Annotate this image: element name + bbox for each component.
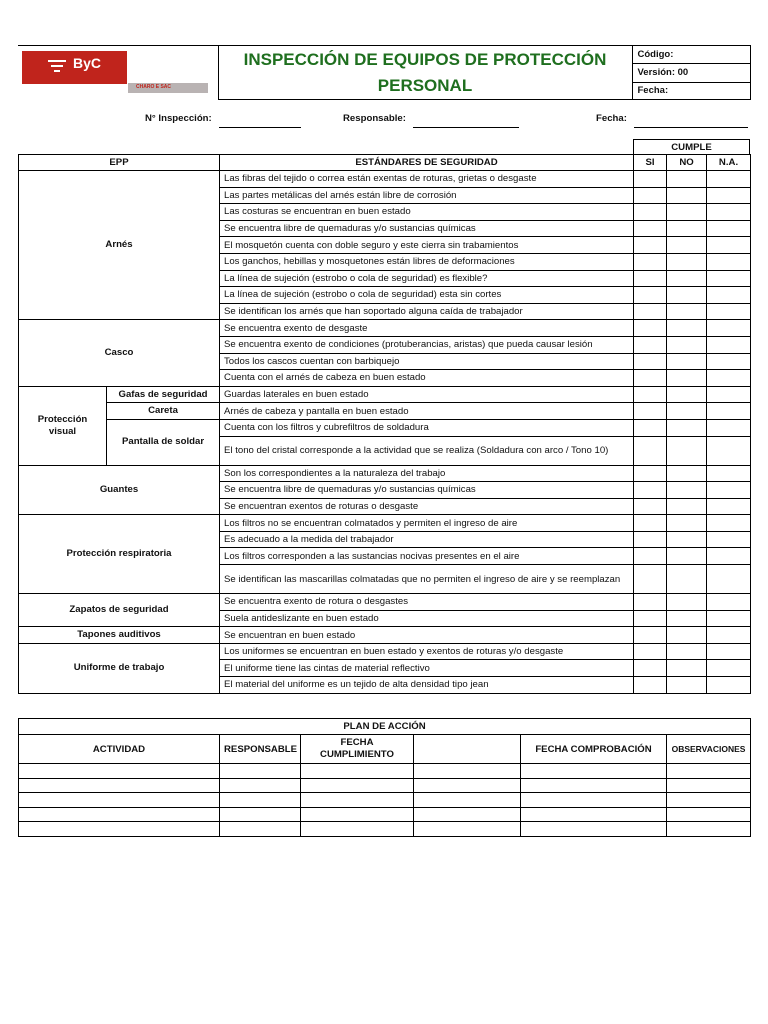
table-row [19,386,751,403]
check-si[interactable] [634,482,667,499]
epp-guantes: Guantes [19,465,220,515]
plan-cell[interactable] [414,778,521,793]
plan-cell[interactable] [19,807,220,822]
company-logo [18,46,218,99]
epp-arnes: Arnés [19,171,220,320]
version-field: Versión: 00 [632,64,750,82]
standard-text: Las fibras del tejido o correa están exentas de roturas, grietas o desgaste [220,171,634,188]
epp-proteccion-visual: Protección visual [19,386,107,465]
check-na[interactable] [707,531,751,548]
table-row [19,320,751,337]
check-na[interactable] [707,270,751,287]
table-row [19,419,751,436]
check-no[interactable] [667,386,707,403]
plan-row [19,778,751,793]
standard-text: La línea de sujeción (estrobo o cola de seguridad) es flexible? [220,270,634,287]
codigo-field[interactable]: Código: [632,46,750,64]
table-row [19,594,751,611]
check-si[interactable] [634,677,667,694]
plan-cell[interactable] [220,822,301,837]
check-no[interactable] [667,253,707,270]
check-na[interactable] [707,320,751,337]
check-no[interactable] [667,353,707,370]
col-fecha-cumplimiento: FECHA CUMPLIMIENTO [301,735,414,764]
cumple-header [633,139,750,155]
epp-casco: Casco [19,320,220,386]
check-na[interactable] [707,204,751,221]
check-si[interactable] [634,187,667,204]
inspeccion-label: N° Inspección: [145,113,212,124]
col-responsable: RESPONSABLE [220,735,301,764]
standard-text: Cuenta con el arnés de cabeza en buen estado [220,370,634,387]
epp-gafas: Gafas de seguridad [107,386,220,403]
logo-mark-icon [48,60,66,74]
plan-cell[interactable] [220,778,301,793]
standard-text: Los uniformes se encuentran en buen estado y exentos de roturas y/o desgaste [220,643,634,660]
check-no[interactable] [667,187,707,204]
check-si[interactable] [634,386,667,403]
check-si[interactable] [634,465,667,482]
check-no[interactable] [667,320,707,337]
col-si: SI [634,155,667,171]
epp-tapones: Tapones auditivos [19,627,220,644]
check-no[interactable] [667,171,707,188]
check-si[interactable] [634,287,667,304]
col-no: NO [667,155,707,171]
check-no[interactable] [667,594,707,611]
standard-text: Los ganchos, hebillas y mosquetones están libres de deformaciones [220,253,634,270]
check-si[interactable] [634,237,667,254]
table-row [19,403,751,420]
check-no[interactable] [667,370,707,387]
standard-text: El mosquetón cuenta con doble seguro y este cierra sin trabamientos [220,237,634,254]
check-si[interactable] [634,515,667,532]
check-si[interactable] [634,594,667,611]
plan-cell[interactable] [414,807,521,822]
check-si[interactable] [634,336,667,353]
plan-row [19,807,751,822]
standard-text: Las partes metálicas del arnés están libre de corrosión [220,187,634,204]
check-no[interactable] [667,660,707,677]
logo-cell [18,46,218,100]
check-na[interactable] [707,660,751,677]
check-na[interactable] [707,237,751,254]
col-fecha-comprobacion: FECHA COMPROBACIÓN [521,735,667,764]
table-row [19,515,751,532]
plan-cell[interactable] [667,778,751,793]
check-no[interactable] [667,403,707,420]
plan-cell[interactable] [220,793,301,808]
check-na[interactable] [707,220,751,237]
check-na[interactable] [707,287,751,304]
check-no[interactable] [667,565,707,594]
plan-cell[interactable] [301,807,414,822]
check-si[interactable] [634,220,667,237]
standard-text: Se encuentran en buen estado [220,627,634,644]
check-no[interactable] [667,303,707,320]
plan-cell[interactable] [220,807,301,822]
plan-cell[interactable] [667,822,751,837]
check-na[interactable] [707,171,751,188]
plan-title: PLAN DE ACCIÓN [19,719,751,735]
check-si[interactable] [634,531,667,548]
plan-cell[interactable] [521,764,667,779]
standard-text: Se encuentra libre de quemaduras y/o sustancias químicas [220,482,634,499]
plan-cell[interactable] [521,807,667,822]
check-na[interactable] [707,594,751,611]
col-epp: EPP [19,155,220,171]
check-na[interactable] [707,187,751,204]
standard-text: Son los correspondientes a la naturaleza del trabajo [220,465,634,482]
check-na[interactable] [707,627,751,644]
col-actividad: ACTIVIDAD [19,735,220,764]
plan-cell[interactable] [19,793,220,808]
standard-text: Se encuentran exentos de roturas o desgaste [220,498,634,515]
standard-text: Se encuentra exento de desgaste [220,320,634,337]
standard-text: El tono del cristal corresponde a la actividad que se realiza (Soldadura con arco / Tono 10) [220,436,634,465]
plan-cell[interactable] [414,764,521,779]
check-na[interactable] [707,419,751,436]
standard-text: Se encuentra exento de rotura o desgastes [220,594,634,611]
plan-cell[interactable] [667,793,751,808]
check-no[interactable] [667,237,707,254]
check-na[interactable] [707,565,751,594]
check-na[interactable] [707,386,751,403]
logo-subtext: CHARO E SAC [136,84,172,91]
checklist-header-row [19,155,751,171]
epp-proteccion-respiratoria: Protección respiratoria [19,515,220,594]
standard-text: El uniforme tiene las cintas de material reflectivo [220,660,634,677]
check-na[interactable] [707,403,751,420]
check-no[interactable] [667,436,707,465]
standard-text: Todos los cascos cuentan con barbiquejo [220,353,634,370]
table-row [19,465,751,482]
fecha-label: Fecha: [596,113,627,124]
check-si[interactable] [634,370,667,387]
check-si[interactable] [634,610,667,627]
plan-cell[interactable] [414,793,521,808]
table-row [19,643,751,660]
plan-cell[interactable] [220,764,301,779]
check-na[interactable] [707,353,751,370]
check-no[interactable] [667,643,707,660]
plan-cell[interactable] [414,822,521,837]
epp-zapatos: Zapatos de seguridad [19,594,220,627]
logo-text: ByC [73,55,102,72]
check-si[interactable] [634,643,667,660]
check-si[interactable] [634,627,667,644]
document-header [18,45,751,100]
check-no[interactable] [667,204,707,221]
check-na[interactable] [707,610,751,627]
check-no[interactable] [667,627,707,644]
check-si[interactable] [634,498,667,515]
epp-pantalla-soldar: Pantalla de soldar [107,419,220,465]
standard-text: Las costuras se encuentran en buen estado [220,204,634,221]
check-si[interactable] [634,253,667,270]
check-si[interactable] [634,403,667,420]
check-na[interactable] [707,515,751,532]
check-no[interactable] [667,419,707,436]
standard-text: Es adecuado a la medida del trabajador [220,531,634,548]
check-no[interactable] [667,482,707,499]
check-si[interactable] [634,436,667,465]
check-no[interactable] [667,270,707,287]
plan-row [19,764,751,779]
check-no[interactable] [667,531,707,548]
check-si[interactable] [634,353,667,370]
standard-text: Los filtros corresponden a las sustancias nocivas presentes en el aire [220,548,634,565]
standard-text: Cuenta con los filtros y cubrefiltros de soldadura [220,419,634,436]
plan-cell[interactable] [667,807,751,822]
check-na[interactable] [707,436,751,465]
check-si[interactable] [634,419,667,436]
check-si[interactable] [634,204,667,221]
fecha-field[interactable]: Fecha: [632,82,750,99]
fecha-input[interactable] [634,126,748,128]
plan-cell[interactable] [19,822,220,837]
standard-text: El material del uniforme es un tejido de alta densidad tipo jean [220,677,634,694]
check-no[interactable] [667,498,707,515]
check-na[interactable] [707,253,751,270]
col-estandares: ESTÁNDARES DE SEGURIDAD [220,155,634,171]
standard-text: Se identifican las mascarillas colmatadas que no permiten el ingreso de aire y se reemplazan [220,565,634,594]
plan-row [19,822,751,837]
check-si[interactable] [634,320,667,337]
standard-text: Suela antideslizante en buen estado [220,610,634,627]
col-empty [414,735,521,764]
table-row [19,171,751,188]
standard-text: Los filtros no se encuentran colmatados y permiten el ingreso de aire [220,515,634,532]
check-na[interactable] [707,482,751,499]
epp-uniforme: Uniforme de trabajo [19,643,220,693]
check-na[interactable] [707,498,751,515]
plan-cell[interactable] [301,793,414,808]
check-si[interactable] [634,171,667,188]
check-si[interactable] [634,565,667,594]
check-na[interactable] [707,303,751,320]
table-row [19,627,751,644]
check-no[interactable] [667,220,707,237]
responsable-input[interactable] [413,126,519,128]
check-no[interactable] [667,548,707,565]
plan-cell[interactable] [19,764,220,779]
plan-cell[interactable] [301,764,414,779]
standard-text: Se identifican los arnés que han soportado alguna caída de trabajador [220,303,634,320]
plan-cell[interactable] [301,822,414,837]
check-no[interactable] [667,465,707,482]
standard-text: Guardas laterales en buen estado [220,386,634,403]
document-title: INSPECCIÓN DE EQUIPOS DE PROTECCIÓN PERSONAL [218,46,632,100]
check-no[interactable] [667,336,707,353]
check-si[interactable] [634,548,667,565]
check-na[interactable] [707,643,751,660]
plan-cell[interactable] [521,822,667,837]
check-na[interactable] [707,677,751,694]
cumple-label: CUMPLE [634,140,750,155]
standard-text: Se encuentra libre de quemaduras y/o sustancias químicas [220,220,634,237]
epp-careta: Careta [107,403,220,420]
inspeccion-input[interactable] [219,126,301,128]
check-no[interactable] [667,677,707,694]
plan-cell[interactable] [19,778,220,793]
plan-cell[interactable] [521,793,667,808]
standard-text: La línea de sujeción (estrobo o cola de seguridad) esta sin cortes [220,287,634,304]
check-no[interactable] [667,515,707,532]
plan-accion-table [18,718,751,837]
check-si[interactable] [634,270,667,287]
check-na[interactable] [707,465,751,482]
checklist-table [18,154,751,694]
check-si[interactable] [634,660,667,677]
plan-cell[interactable] [301,778,414,793]
standard-text: Se encuentra exento de condiciones (protuberancias, aristas) que pueda causar lesión [220,336,634,353]
col-observaciones: OBSERVACIONES [667,735,751,764]
plan-cell[interactable] [667,764,751,779]
check-na[interactable] [707,548,751,565]
standard-text: Arnés de cabeza y pantalla en buen estado [220,403,634,420]
check-na[interactable] [707,336,751,353]
plan-cell[interactable] [521,778,667,793]
plan-row [19,793,751,808]
check-si[interactable] [634,303,667,320]
check-no[interactable] [667,287,707,304]
col-na: N.A. [707,155,751,171]
check-na[interactable] [707,370,751,387]
check-no[interactable] [667,610,707,627]
responsable-label: Responsable: [343,113,406,124]
